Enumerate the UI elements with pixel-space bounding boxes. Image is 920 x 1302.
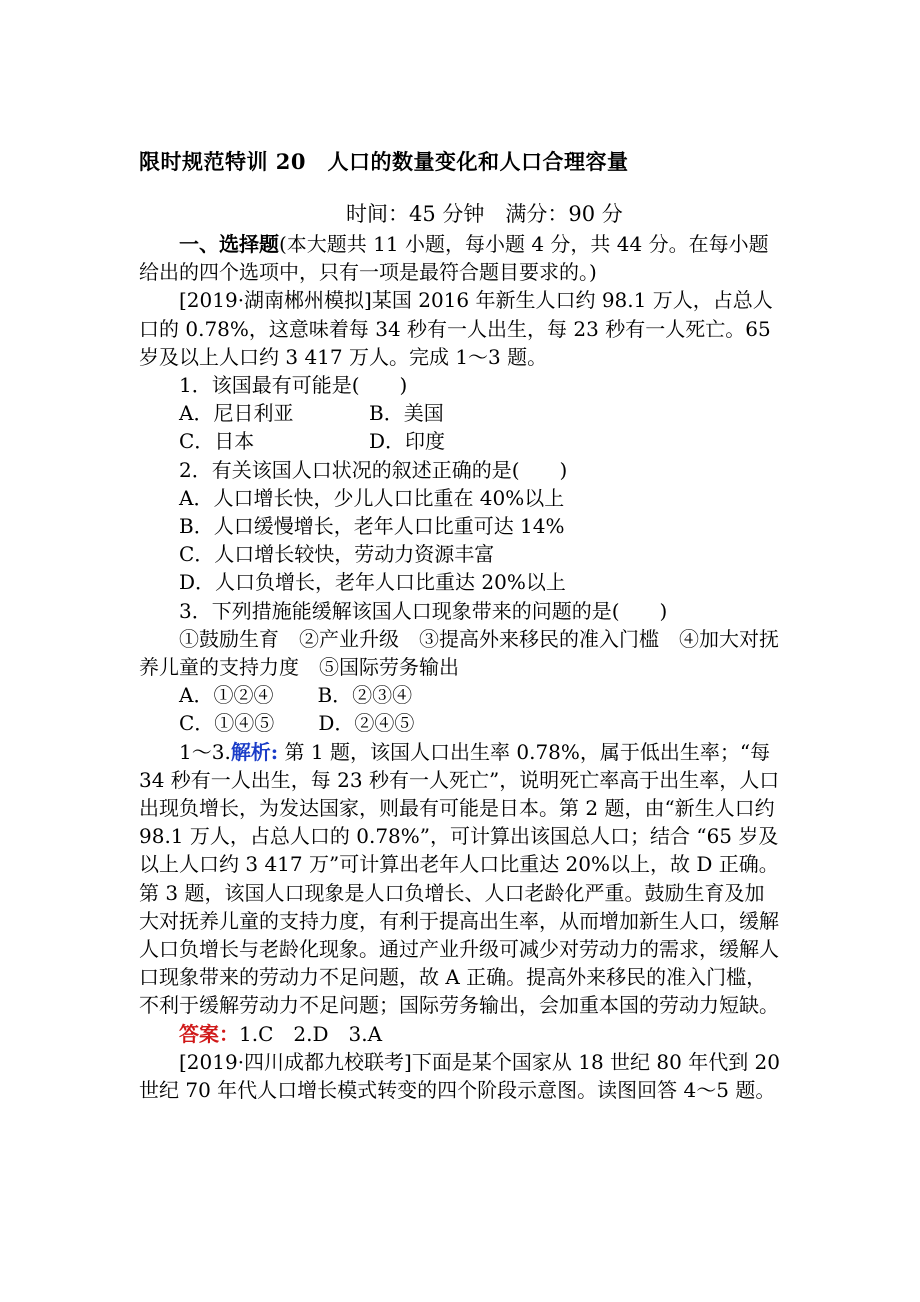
analysis-label: 解析: xyxy=(230,739,279,764)
q3-option-c: C．①④⑤ xyxy=(179,711,275,736)
q2-option-c: C．人口增长较快，劳动力资源丰富 xyxy=(179,542,495,567)
analysis xyxy=(139,738,781,1020)
document-body xyxy=(139,230,781,1104)
analysis-prefix: 1～3. xyxy=(179,739,231,764)
question-3-options-cd xyxy=(139,709,781,737)
exam-meta: 时间：45 分钟 满分：90 分 xyxy=(346,202,623,226)
q3-option-b: B．②③④ xyxy=(317,683,413,708)
q2-option-a: A．人口增长快，少儿人口比重在 40%以上 xyxy=(179,485,565,510)
q1-option-b: B．美国 xyxy=(369,401,444,426)
section-intro-text: (本大题共 11 小题，每小题 4 分，共 44 分。在每小题给出的四个选项中，只有一项是最符合题目要求的。) xyxy=(139,232,769,285)
analysis-text: 第 1 题，该国人口出生率 0.78%，属于低出生率；“每 34 秒有一人出生，每 23 秒有一人死亡”，说明死亡率高于出生率，人口出现负增长，为发达国家，则最有可能是日本。第 2 题，由“新生人口约 98.1 万人，占总人口的 0.78%”，可计算出该国总人口；结合 “65 岁及以上人口约 3 417 万”可计算出老年人口比重达 20%以上，故 D 正确。第 3 题，该国人口现象是人口负增长、人口老龄化严重。鼓励生育及加大对抚养儿童的支持力度，有利于提高出生率，从而增加新生人口，缓解人口负增长与老龄化现象。通过产业升级可减少对劳动力的需求，缓解人口现象带来的劳动力不足问题，故 A 正确。提高外来移民的准入门槛，不利于缓解劳动力不足问题；国际劳务输出，会加重本国的劳动力短缺。 xyxy=(139,739,780,1018)
q3-option-d: D．②④⑤ xyxy=(318,711,415,736)
q3-option-a: A．①②④ xyxy=(179,683,274,708)
q1-option-c: C．日本 xyxy=(179,429,255,454)
question-3-options-ab xyxy=(139,681,781,709)
section-heading: 一、选择题 xyxy=(179,232,279,256)
q2-option-d: D．人口负增长，老年人口比重达 20%以上 xyxy=(179,570,566,595)
question-1-stem: 1．该国最有可能是( ) xyxy=(179,373,408,398)
q1-option-d: D．印度 xyxy=(369,429,446,454)
question-3-items: ①鼓励生育 ②产业升级 ③提高外来移民的准入门槛 ④加大对抚养儿童的支持力度 ⑤国际劳务输出 xyxy=(139,626,779,680)
passage-1: [2019·湖南郴州模拟]某国 2016 年新生人口约 98.1 万人，占总人口的 0.78%，这意味着每 34 秒有一人出生，每 23 秒有一人死亡。65 岁及以上人口约 3 417 万人。完成 1～3 题。 xyxy=(139,288,773,369)
question-1-options-ab xyxy=(139,399,781,427)
passage-2: [2019·四川成都九校联考]下面是某个国家从 18 世纪 80 年代到 20 世纪 70 年代人口增长模式转变的四个阶段示意图。读图回答 4～5 题。 xyxy=(139,1049,780,1103)
question-2-stem: 2．有关该国人口状况的叙述正确的是( ) xyxy=(179,457,568,482)
answer xyxy=(139,1020,781,1048)
question-3-stem: 3．下列措施能缓解该国人口现象带来的问题的是( ) xyxy=(179,598,668,623)
section-intro xyxy=(139,230,781,286)
q1-option-a: A．尼日利亚 xyxy=(179,401,294,426)
answer-label: 答案： xyxy=(179,1021,239,1046)
answer-text: 1.C 2.D 3.A xyxy=(239,1021,383,1046)
q2-option-b: B．人口缓慢增长，老年人口比重可达 14% xyxy=(179,514,565,539)
question-1-options-cd xyxy=(139,427,781,455)
page-title: 限时规范特训 20 人口的数量变化和人口合理容量 xyxy=(139,149,629,174)
